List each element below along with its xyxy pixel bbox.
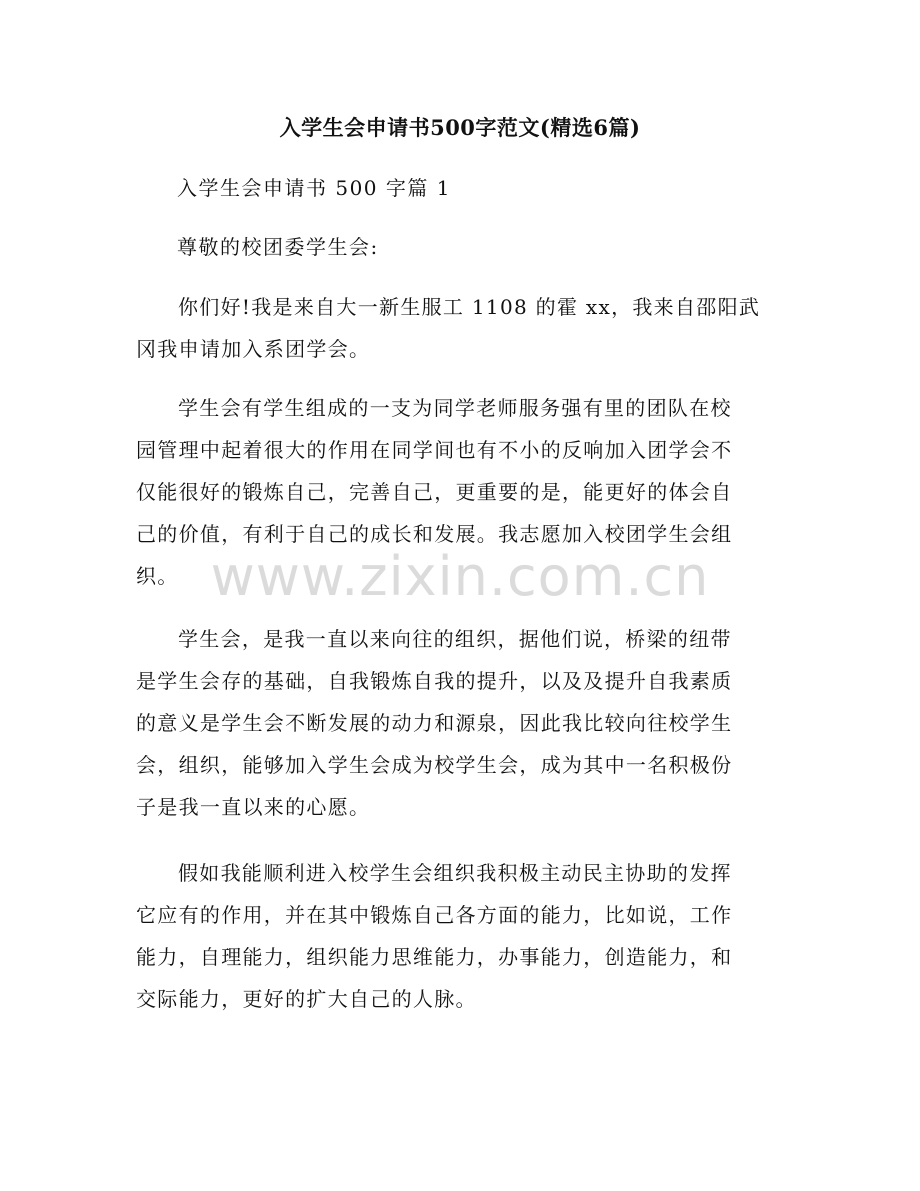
paragraph-line: 是学生会存的基础，自我锻炼自我的提升，以及及提升自我素质 bbox=[136, 669, 733, 693]
paragraph-line: 假如我能顺利进入校学生会组织我积极主动民主协助的发挥 bbox=[178, 861, 732, 885]
paragraph-line: 你们好!我是来自大一新生服工 1108 的霍 xx，我来自邵阳武 bbox=[178, 295, 761, 319]
paragraph-line: 能力，自理能力，组织能力思维能力，办事能力，创造能力，和 bbox=[136, 945, 733, 969]
document-title: 入学生会申请书500字范文(精选6篇) bbox=[279, 115, 641, 140]
paragraph-commitment bbox=[136, 852, 776, 1020]
paragraph-line: 仅能很好的锻炼自己，完善自己，更重要的是，能更好的体会自 bbox=[136, 480, 733, 504]
paragraph-line: 织。 bbox=[136, 564, 179, 588]
paragraph-line: 它应有的作用，并在其中锻炼自己各方面的能力，比如说，工作 bbox=[136, 903, 733, 927]
paragraph-student-union-role bbox=[136, 387, 776, 597]
paragraph-line: 冈我申请加入系团学会。 bbox=[136, 337, 371, 361]
section-heading: 入学生会申请书 500 字篇 1 bbox=[177, 176, 451, 200]
paragraph-line: 会，组织，能够加入学生会成为校学生会，成为其中一名积极份 bbox=[136, 753, 733, 777]
paragraph-aspiration bbox=[136, 618, 776, 828]
paragraph-line: 交际能力，更好的扩大自己的人脉。 bbox=[136, 987, 477, 1011]
paragraph-line: 子是我一直以来的心愿。 bbox=[136, 795, 371, 819]
paragraph-line: 学生会有学生组成的一支为同学老师服务强有里的团队在校 bbox=[178, 396, 732, 420]
watermark: www.zixin.com.cn bbox=[210, 545, 710, 608]
paragraph-line: 学生会，是我一直以来向往的组织，据他们说，桥梁的纽带 bbox=[178, 627, 732, 651]
paragraph-line: 园管理中起着很大的作用在同学间也有不小的反响加入团学会不 bbox=[136, 438, 733, 462]
salutation: 尊敬的校团委学生会: bbox=[177, 235, 379, 259]
paragraph-greeting bbox=[136, 286, 776, 370]
paragraph-line: 己的价值，有利于自己的成长和发展。我志愿加入校团学生会组 bbox=[136, 522, 733, 546]
paragraph-line: 的意义是学生会不断发展的动力和源泉，因此我比较向往校学生 bbox=[136, 711, 733, 735]
